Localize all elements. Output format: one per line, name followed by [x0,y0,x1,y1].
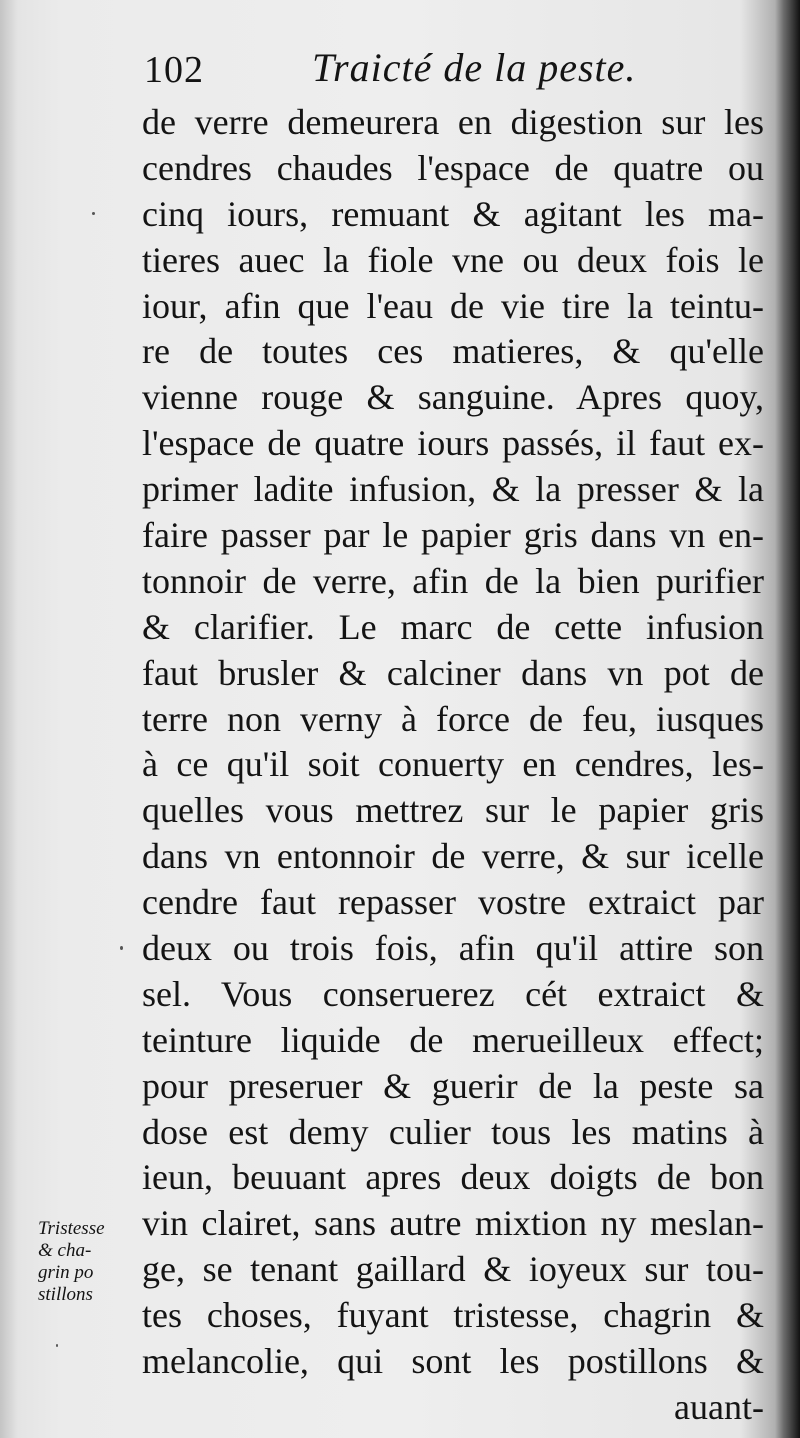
text-line: l'espace de quatre iours passés, il faut ex- [142,423,764,464]
text-line: re de toutes ces matieres, & qu'elle [142,331,764,372]
text-line: ieun, beuuant apres deux doigts de bon [142,1157,764,1198]
running-header [0,40,800,100]
text-line: cendre faut repasser vostre extraict par [142,882,764,923]
text-line: melancolie, qui sont les postillons & [142,1341,764,1382]
text-line: vienne rouge & sanguine. Apres quoy, [142,377,764,418]
margin-note-line: grin po [38,1262,94,1283]
text-line: & clarifier. Le marc de cette infusion [142,606,764,647]
margin-note-line: stillons [38,1284,93,1305]
text-line: pour preseruer & guerir de la peste sa [142,1065,764,1106]
text-line: iour, afin que l'eau de vie tire la teintu- [142,285,764,326]
text-line: tes choses, fuyant tristesse, chagrin & [142,1295,764,1336]
text-line: de verre demeurera en digestion sur les [142,102,764,142]
text-line: sel. Vous conseruerez cét extraict & [142,973,764,1014]
paper-speck [120,946,123,950]
margin-note [38,1218,134,1306]
catchword: auant- [674,1386,764,1427]
text-line: dans vn entonnoir de verre, & sur icelle [142,836,764,877]
margin-note-line: & cha- [38,1240,92,1261]
text-line: tonnoir de verre, afin de la bien purifier [142,560,764,601]
margin-note-line: Tristesse [38,1218,105,1239]
text-line: teinture liquide de merueilleux effect; [142,1019,764,1060]
paper-speck [92,212,95,215]
text-line: ge, se tenant gaillard & ioyeux sur tou- [142,1249,764,1290]
page-gutter-shadow [784,0,800,1438]
text-line: cendres chaudes l'espace de quatre ou [142,147,764,188]
text-line: terre non verny à force de feu, iusques [142,698,764,739]
text-line: deux ou trois fois, afin qu'il attire son [142,928,764,969]
text-line: quelles vous mettrez sur le papier gris [142,790,764,831]
text-line: dose est demy culier tous les matins à [142,1111,764,1152]
text-line: vin clairet, sans autre mixtion ny meslan- [142,1203,764,1244]
text-line: faire passer par le papier gris dans vn en- [142,515,764,556]
running-title: Traicté de la peste. [312,45,637,90]
text-line: à ce qu'il soit conuerty en cendres, les- [142,744,764,785]
paper-speck [56,1344,58,1347]
text-line: faut brusler & calciner dans vn pot de [142,652,764,693]
text-line: cinq iours, remuant & agitant les ma- [142,193,764,234]
body-text [142,100,764,1431]
page-number: 102 [144,49,204,91]
text-line: primer ladite infusion, & la presser & la [142,469,764,510]
text-line: tieres auec la fiole vne ou deux fois le [142,239,764,280]
